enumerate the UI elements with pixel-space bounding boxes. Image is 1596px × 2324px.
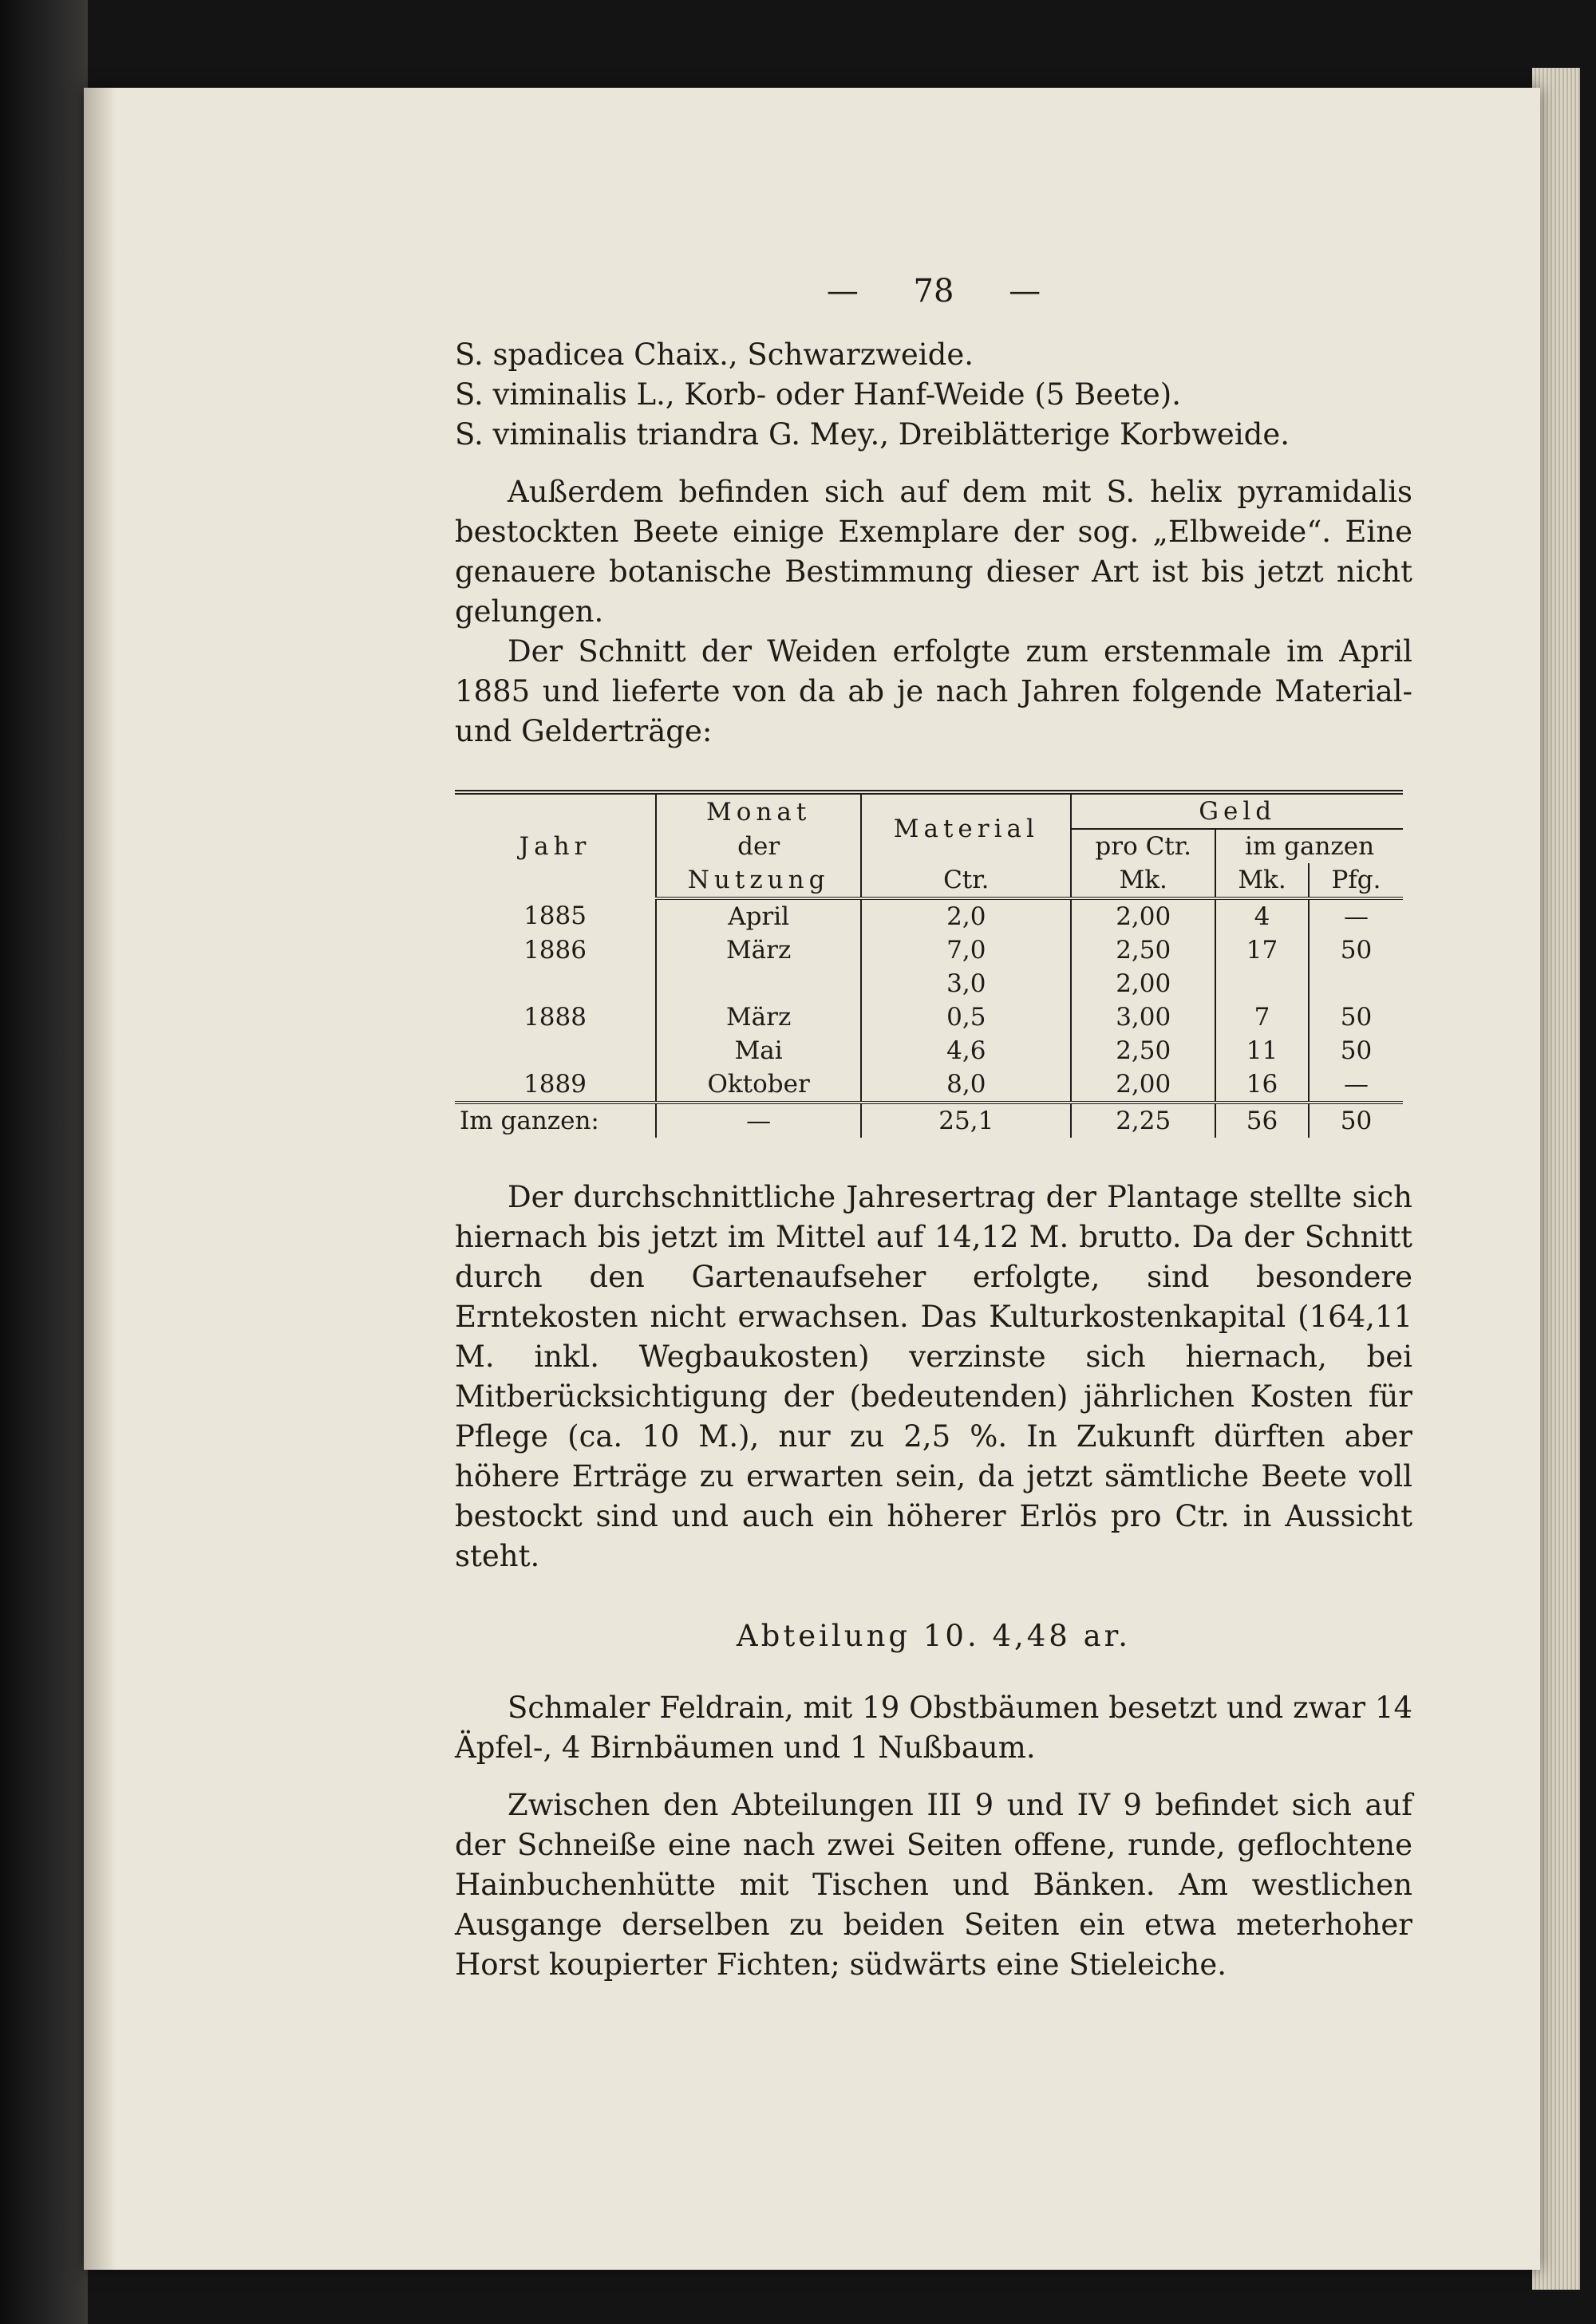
paragraph-schnitt: Der Schnitt der Weiden erfolgte zum erstenmale im April 1885 und lieferte von da ab je nach Jahren folgende Material- und Gelderträge: (455, 634, 1412, 748)
cell-material: 0,5 (861, 1000, 1071, 1034)
paragraph-jahresertrag: Der durchschnittliche Jahresertrag der Plantage stellte sich hiernach bis jetzt im Mittel auf 14,12 M. brutto. Da der Schnitt durch den Gartenaufseher erfolgte, sind besondere Erntekosten nicht erwachsen. Das Kulturkostenkapital (164,11 M. inkl. Wegbaukosten) verzinste sich hiernach, bei Mitberücksichtigung der (bedeutenden) jährlichen Kosten für Pflege (ca. 10 M.), nur zu 2,5 %. In Zukunft dürften aber höhere Erträge zu erwarten sein, da jetzt sämtliche Beete voll bestockt sind und auch ein höherer Erlös pro Ctr. in Aussicht steht. (455, 1180, 1412, 1573)
col-header-monat: Monat (656, 792, 861, 829)
page-number-dash-left: — (826, 273, 859, 310)
paragraph-elbweide: Außerdem befinden sich auf dem mit S. helix pyramidalis bestockten Beete einige Exemplare der sog. „Elbweide“. Eine genauere botanische Bestimmung dieser Art ist bis jetzt nicht gelungen. (455, 475, 1412, 629)
cell-mk: 7 (1215, 1000, 1309, 1034)
cell-jahr (455, 967, 656, 1000)
gutter-shadow (84, 88, 116, 2270)
cell-monat: März (656, 933, 861, 967)
cell-jahr: 1885 (523, 902, 587, 930)
total-label: Im ganzen: (455, 1103, 656, 1138)
cell-monat (656, 967, 861, 1000)
cell-pfg: — (1309, 1067, 1403, 1103)
table-total-row (455, 1103, 1403, 1138)
col-header-im-ganzen: im ganzen (1215, 829, 1403, 863)
paragraph-feldrain: Schmaler Feldrain, mit 19 Obstbäumen besetzt und zwar 14 Äpfel-, 4 Birnbäumen und 1 Nußbaum. (455, 1691, 1412, 1765)
cell-pro-ctr: 2,50 (1071, 933, 1215, 967)
book-spine (0, 0, 88, 2324)
table-row (455, 933, 1403, 967)
species-line: S. viminalis triandra G. Mey., Dreiblätterige Korbweide. (455, 417, 1290, 452)
cell-monat: Oktober (656, 1067, 861, 1103)
species-list (455, 335, 1412, 455)
cell-mk: 11 (1215, 1034, 1309, 1067)
cell-jahr: 1886 (523, 936, 587, 965)
col-header-pfg: Pfg. (1309, 863, 1403, 898)
cell-pro-ctr: 2,00 (1071, 898, 1215, 933)
yield-table (455, 790, 1403, 1138)
section-heading: Abteilung 10. 4,48 ar. (736, 1619, 1132, 1653)
total-pfg: 50 (1309, 1103, 1403, 1138)
page-number (455, 271, 1412, 311)
page-content (455, 271, 1412, 1985)
col-header-pro-ctr: pro Ctr. (1071, 829, 1215, 863)
species-line: S. spadicea Chaix., Schwarzweide. (455, 337, 974, 372)
cell-pro-ctr: 3,00 (1071, 1000, 1215, 1034)
table-row (455, 1034, 1403, 1067)
cell-jahr: 1889 (523, 1070, 587, 1099)
cell-pfg: 50 (1309, 933, 1403, 967)
cell-material: 7,0 (861, 933, 1071, 967)
cell-pro-ctr: 2,00 (1071, 1067, 1215, 1103)
cell-mk: 16 (1215, 1067, 1309, 1103)
col-header-monat-der: der (656, 829, 861, 863)
table-row (455, 967, 1403, 1000)
cell-pfg: — (1309, 898, 1403, 933)
col-header-mk: Mk. (1215, 863, 1309, 898)
paragraph-huette: Zwischen den Abteilungen III 9 und IV 9 befindet sich auf der Schneiße eine nach zwei Seiten offene, runde, geflochtene Hainbuchenhütte mit Tischen und Bänken. Am westlichen Ausgange derselben zu beiden Seiten ein etwa meterhoher Horst koupierter Fichten; südwärts eine Stieleiche. (455, 1788, 1412, 1982)
cell-material: 4,6 (861, 1034, 1071, 1067)
cell-pfg: 50 (1309, 1034, 1403, 1067)
col-header-material-unit: Ctr. (861, 863, 1071, 898)
cell-pfg (1309, 967, 1403, 1000)
cell-material: 8,0 (861, 1067, 1071, 1103)
cell-material: 3,0 (861, 967, 1071, 1000)
page-number-dash-right: — (1009, 273, 1041, 310)
cell-mk: 4 (1215, 898, 1309, 933)
cell-pro-ctr: 2,50 (1071, 1034, 1215, 1067)
species-line: S. viminalis L., Korb- oder Hanf-Weide (5 Beete). (455, 377, 1182, 412)
cell-monat: April (656, 898, 861, 933)
col-header-jahr: Jahr (519, 832, 591, 861)
table-row (455, 898, 1403, 933)
total-mk: 56 (1215, 1103, 1309, 1138)
col-header-nutzung: Nutzung (656, 863, 861, 898)
col-header-geld: Geld (1071, 792, 1403, 829)
total-material: 25,1 (861, 1103, 1071, 1138)
cell-jahr: 1888 (523, 1003, 587, 1032)
cell-mk (1215, 967, 1309, 1000)
cell-monat: Mai (656, 1034, 861, 1067)
cell-pro-ctr: 2,00 (1071, 967, 1215, 1000)
page-number-value: 78 (913, 273, 954, 310)
cell-pfg: 50 (1309, 1000, 1403, 1034)
cell-mk: 17 (1215, 933, 1309, 967)
cell-material: 2,0 (861, 898, 1071, 933)
col-header-pro-ctr-unit: Mk. (1071, 863, 1215, 898)
total-pro-ctr: 2,25 (1071, 1103, 1215, 1138)
total-monat: — (656, 1103, 861, 1138)
cell-monat: März (656, 1000, 861, 1034)
cell-jahr (455, 1034, 656, 1067)
col-header-material: Material (861, 792, 1071, 863)
table-row (455, 1067, 1403, 1103)
table-row (455, 1000, 1403, 1034)
